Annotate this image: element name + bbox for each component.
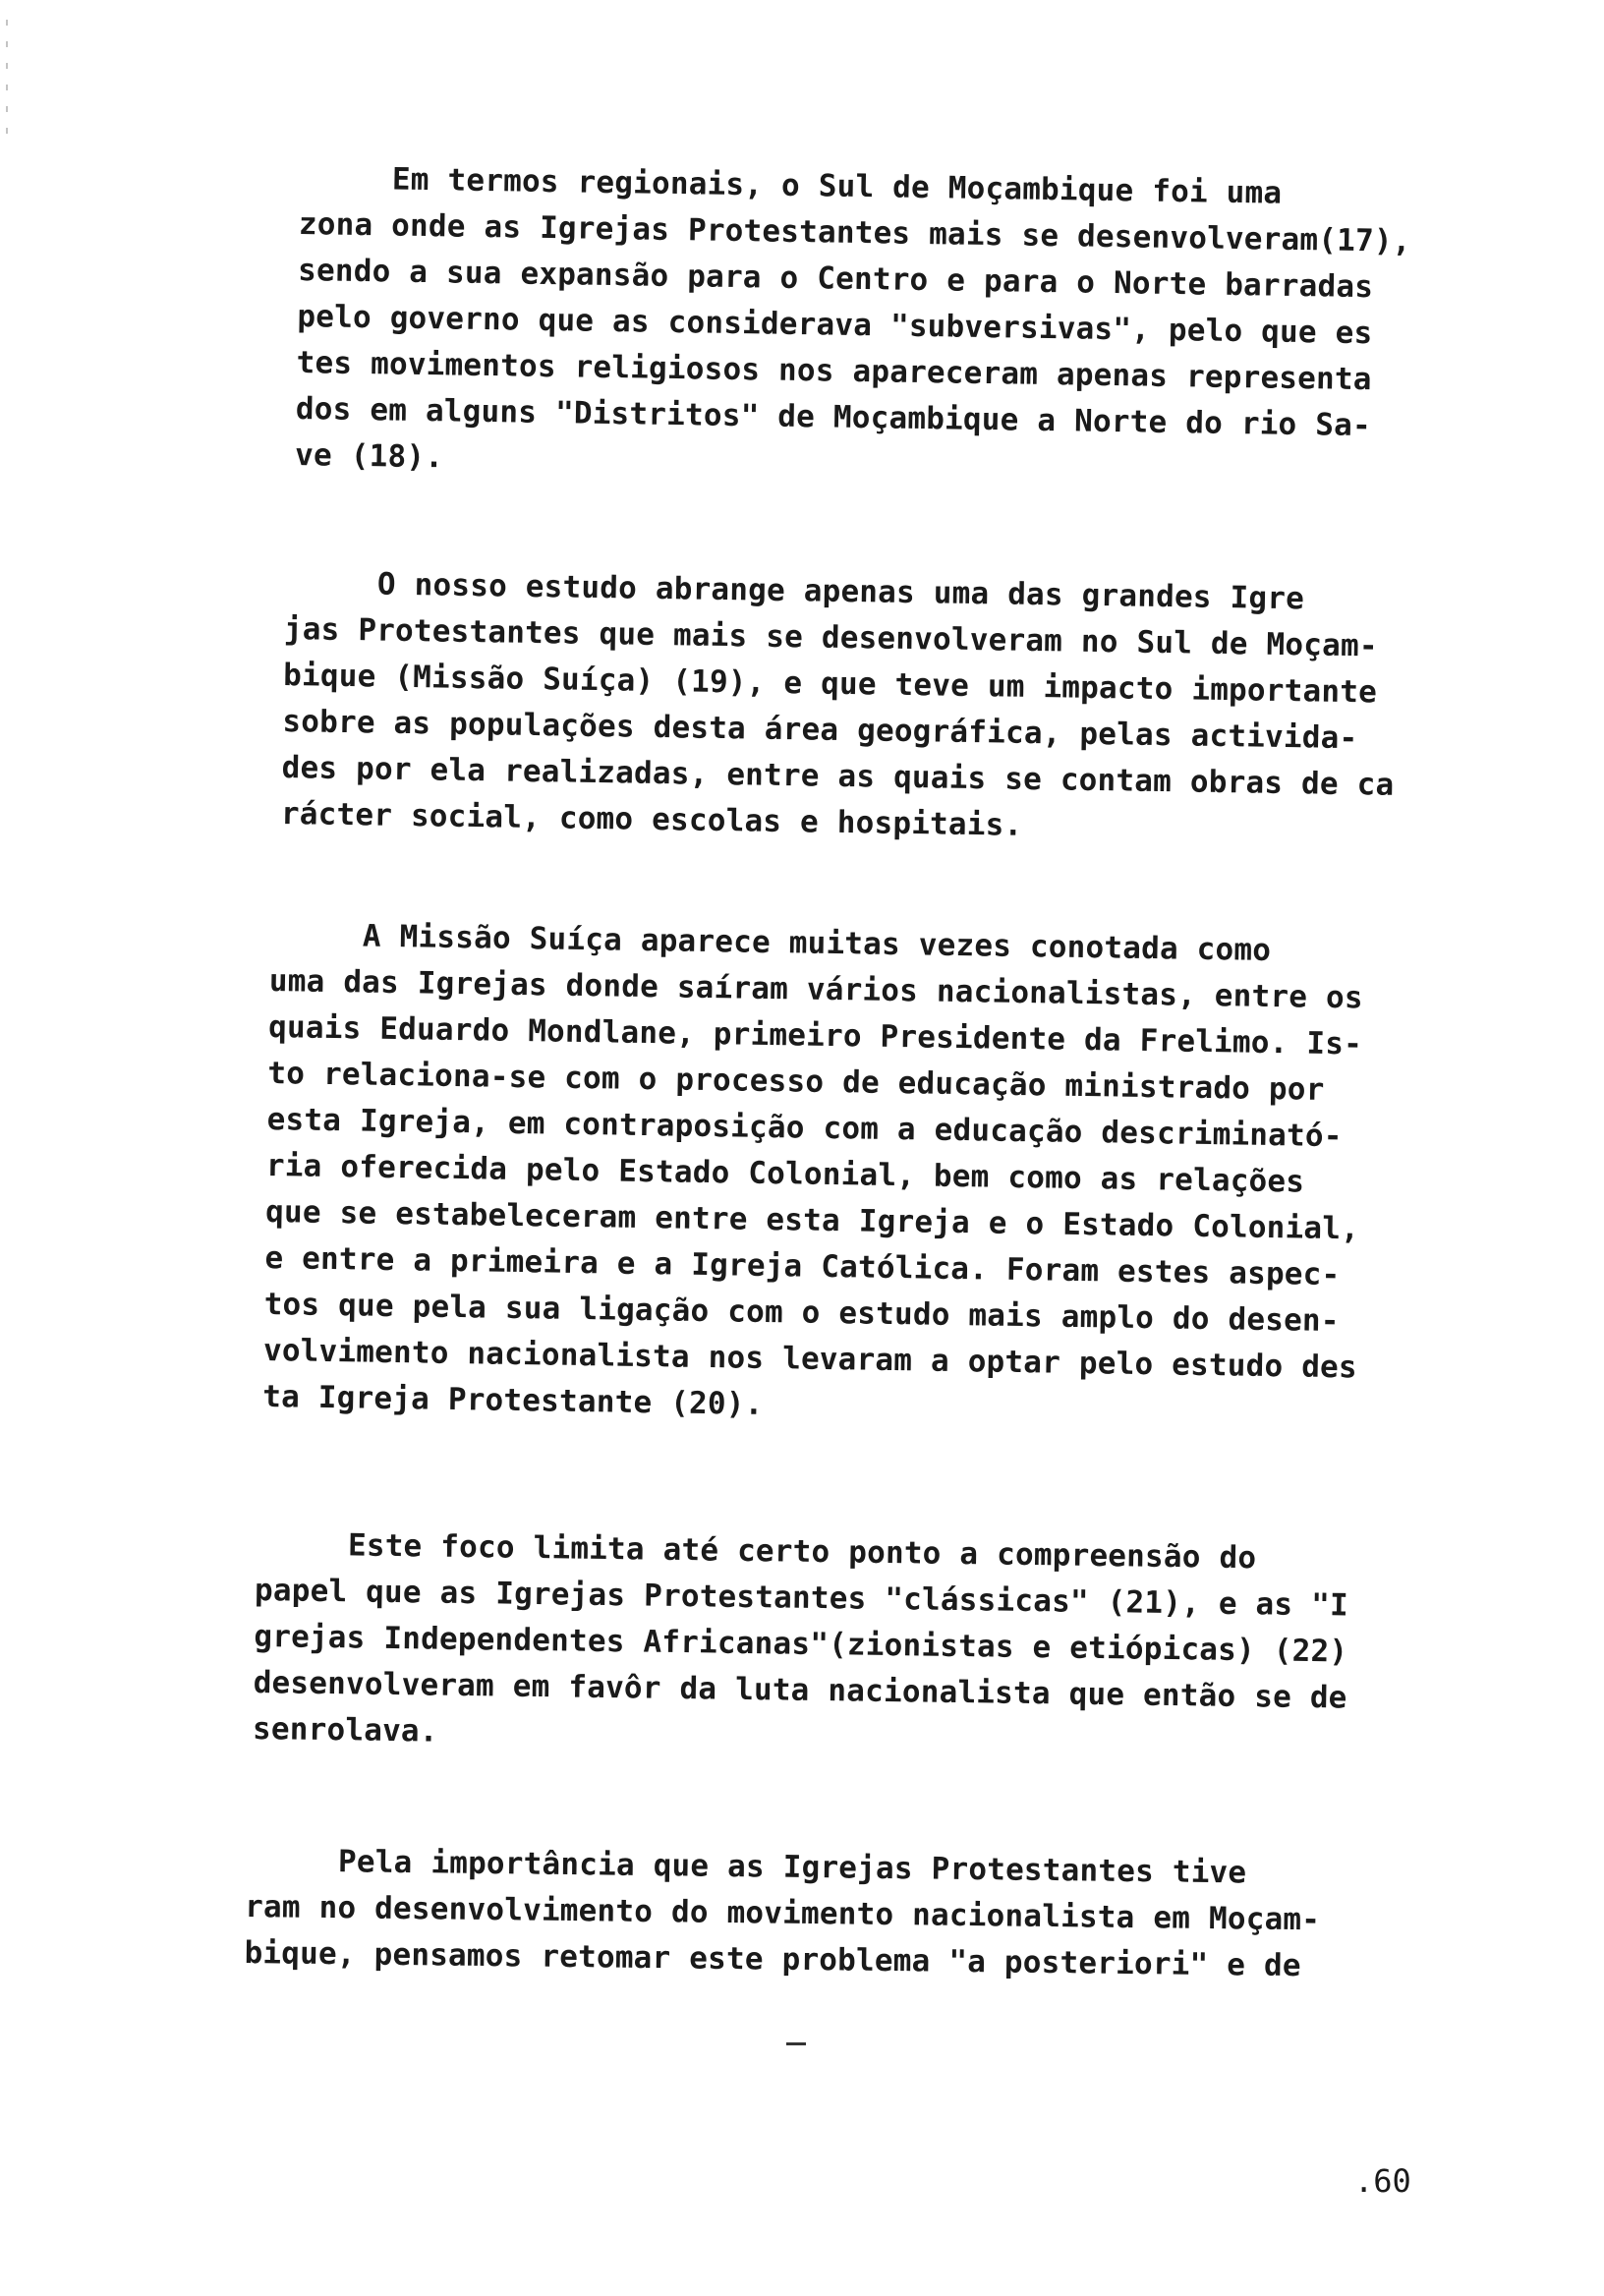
text-line: sobre as populações desta área geográfica, pelas activida- xyxy=(282,703,1358,757)
text-line: ria oferecida pelo Estado Colonial, bem como as relações xyxy=(265,1147,1305,1200)
paragraph-study-scope xyxy=(281,560,1398,855)
paragraph-swiss-mission xyxy=(262,912,1364,1437)
text-line: senrolava. xyxy=(252,1710,438,1750)
text-line: uma das Igrejas donde saíram vários nacionalistas, entre os xyxy=(268,962,1363,1016)
text-line: Pela importância que as Igrejas Protestantes tive xyxy=(245,1842,1247,1891)
text-line: desenvolveram em favôr da luta nacionalista que então se de xyxy=(253,1664,1347,1716)
text-line: ram no desenvolvimento do movimento nacionalista em Moçam- xyxy=(244,1888,1321,1938)
text-line: que se estabeleceram entre esta Igreja e o Estado Colonial, xyxy=(264,1193,1360,1247)
text-line: dos em alguns "Distritos" de Moçambique a Norte do rio Sa- xyxy=(295,390,1372,444)
paragraph-regional-south xyxy=(295,155,1412,496)
text-line: A Missão Suíça aparece muitas vezes conotada como xyxy=(269,916,1272,968)
scan-edge-mark xyxy=(6,20,8,147)
text-line: zona onde as Igrejas Protestantes mais se desenvolveram(17), xyxy=(298,205,1411,259)
text-line: esta Igreja, em contraposição com a educação descriminató- xyxy=(266,1101,1343,1155)
paragraph-focus-limits xyxy=(253,1521,1349,1768)
text-line: pelo governo que as considerava "subversivas", pelo que es xyxy=(297,298,1373,352)
text-line: tes movimentos religiosos nos apareceram apenas representa xyxy=(296,344,1372,398)
text-line: sendo a sua expansão para o Centro e para o Norte barradas xyxy=(297,252,1374,306)
text-line: volvimento nacionalista nos levaram a optar pelo estudo des xyxy=(262,1332,1358,1386)
text-line: papel que as Igrejas Protestantes "clássicas" (21), e as "I xyxy=(254,1572,1349,1624)
text-line: bique, pensamos retomar este problema "a posteriori" e de xyxy=(244,1934,1301,1984)
text-line: bique (Missão Suíça) (19), e que teve um impacto importante xyxy=(282,657,1378,711)
text-line: des por ela realizadas, entre as quais se contam obras de ca xyxy=(281,749,1395,803)
text-line: quais Eduardo Mondlane, primeiro Presidente da Frelimo. Is- xyxy=(267,1008,1363,1062)
text-line: tos que pela sua ligação com o estudo mais amplo do desen- xyxy=(263,1286,1340,1340)
text-line: ta Igreja Protestante (20). xyxy=(261,1378,764,1422)
paragraph-importance xyxy=(244,1838,1321,1989)
text-line: e entre a primeira e a Igreja Católica. Foram estes aspec- xyxy=(264,1239,1341,1293)
text-line: Este foco limita até certo ponto a compreensão do xyxy=(255,1525,1257,1577)
text-line: jas Protestantes que mais se desenvolveram no Sul de Moçam- xyxy=(283,610,1378,664)
text-line: to relaciona-se com o processo de educação ministrado por xyxy=(267,1055,1325,1108)
page-number: .60 xyxy=(1354,2162,1411,2200)
text-line: Em termos regionais, o Sul de Moçambique foi uma xyxy=(299,159,1283,211)
text-line: O nosso estudo abrange apenas uma das grandes Igre xyxy=(284,564,1305,617)
text-line: grejas Independentes Africanas"(zionistas e etiópicas) (22) xyxy=(254,1618,1348,1670)
stray-dash-mark xyxy=(786,2042,806,2045)
text-line: rácter social, como escolas e hospitais. xyxy=(280,795,1023,843)
text-line: ve (18). xyxy=(294,436,444,476)
